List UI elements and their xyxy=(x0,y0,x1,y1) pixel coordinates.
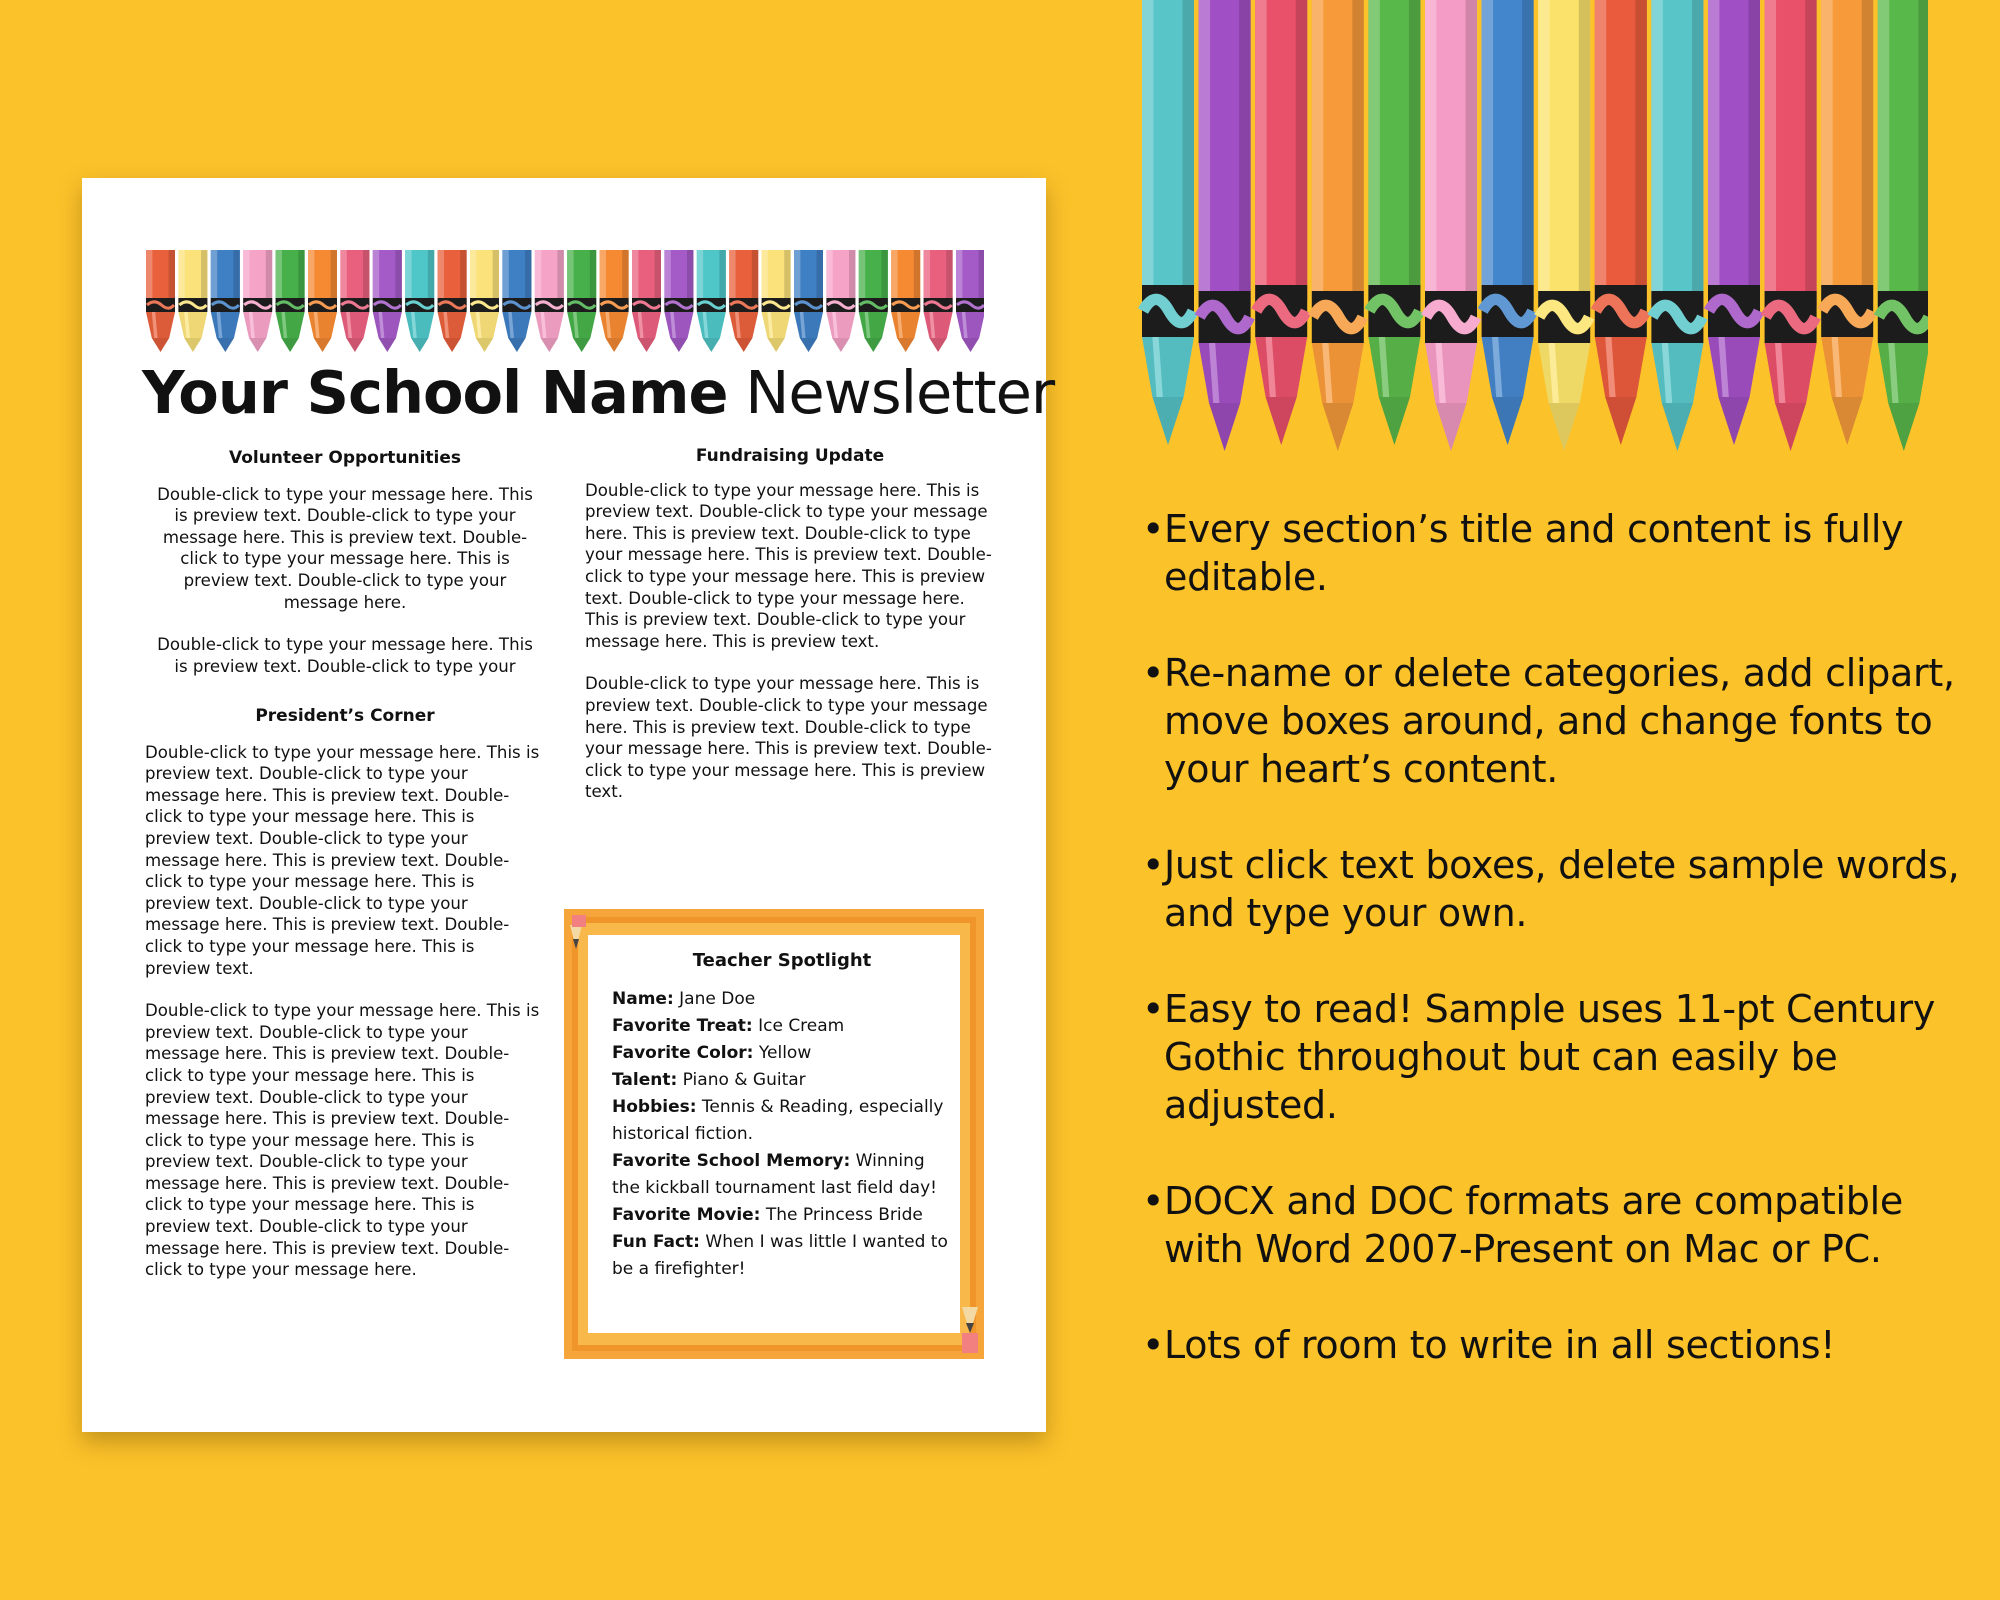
crayon-icon xyxy=(600,250,629,352)
crayon-icon xyxy=(211,250,240,352)
crayon-icon xyxy=(729,250,758,352)
fundraising-paragraph: Double-click to type your message here. This is preview text. Double-click to type your message here. This is preview text. Double-click to type your message here. This is preview text. Double-click to type your message here. This is preview text. Double-click to type your message here. This is preview text. Double-click to type your message here. This is preview text. xyxy=(585,480,992,651)
teacher-spotlight-box[interactable] xyxy=(564,909,984,1359)
feature-item: • DOCX and DOC formats are compatible with Word 2007-Present on Mac or PC. xyxy=(1142,1179,1903,1271)
crayon-icon xyxy=(178,250,207,352)
crayon-icon xyxy=(664,250,693,352)
crayon-icon xyxy=(632,250,661,352)
crayon-icon xyxy=(1142,0,1194,445)
crayon-icon xyxy=(405,250,434,352)
volunteer-paragraph: Double-click to type your message here. This is preview text. Double-click to type your message here. This is preview text. Double-click to type your message here. This is preview text. Double-click to type your message here. xyxy=(157,484,533,612)
newsletter-title[interactable] xyxy=(142,358,1055,429)
crayon-icon xyxy=(1651,0,1703,451)
feature-item: • Every section’s title and content is fully editable. xyxy=(1142,507,1904,599)
crayon-icon xyxy=(1708,0,1760,445)
crayon-icon xyxy=(373,250,402,352)
fundraising-section[interactable] xyxy=(585,446,995,824)
feature-item: • Easy to read! Sample uses 11-pt Century Gothic throughout but can easily be adjusted. xyxy=(1142,987,1936,1127)
fundraising-heading: Fundraising Update xyxy=(695,446,885,466)
crayon-icon xyxy=(470,250,499,352)
spotlight-fun-fact: Fun Fact: When I was little I wanted to be a firefighter! xyxy=(612,1232,948,1279)
crayon-icon xyxy=(1255,0,1307,445)
spotlight-movie: Favorite Movie: The Princess Bride xyxy=(612,1205,923,1225)
feature-item: • Re-name or delete categories, add clipart, move boxes around, and change fonts to your heart’s content. xyxy=(1142,651,1955,791)
spotlight-name: Name: Jane Doe xyxy=(612,989,756,1009)
bullet-icon: • xyxy=(1142,507,1165,551)
crayon-icon xyxy=(1312,0,1364,451)
volunteer-paragraph: Double-click to type your message here. This is preview text. Double-click to type your xyxy=(157,635,533,676)
spotlight-memory: Favorite School Memory: Winning the kickball tournament last field day! xyxy=(612,1151,937,1198)
volunteer-section[interactable] xyxy=(145,448,545,691)
crayon-icon xyxy=(340,250,369,352)
spotlight-talent: Talent: Piano & Guitar xyxy=(612,1070,806,1090)
crayon-icon xyxy=(1368,0,1420,445)
crayon-icon xyxy=(697,250,726,352)
fundraising-paragraph: Double-click to type your message here. This is preview text. Double-click to type your message here. This is preview text. Double-click to type your message here. This is preview text. Double-click to type your message here. This is preview text. xyxy=(585,674,992,802)
crayon-icon xyxy=(1538,0,1590,451)
crayon-icon xyxy=(535,250,564,352)
crayon-icon xyxy=(567,250,596,352)
spotlight-content xyxy=(612,947,952,1283)
crayon-icon xyxy=(1199,0,1251,451)
crayon-icon xyxy=(924,250,953,352)
bullet-icon: • xyxy=(1142,651,1165,695)
spotlight-heading: Teacher Spotlight xyxy=(692,950,872,971)
bullet-icon: • xyxy=(1142,1179,1165,1223)
crayon-icon xyxy=(762,250,791,352)
president-paragraph: Double-click to type your message here. This is preview text. Double-click to type your message here. This is preview text. Double-click to type your message here. This is preview text. Double-click to type your message here. This is preview text. Double-click to type your message here. This is preview text. Double-click to type your message here. This is preview text. Double-click to type your message here. This is preview text. Double-click to type your message here. This is preview text. Double-click to type your message here. xyxy=(145,1001,540,1280)
feature-item: • Just click text boxes, delete sample words, and type your own. xyxy=(1142,843,1960,935)
title-newsletter-word: Newsletter xyxy=(745,358,1055,427)
crayon-icon xyxy=(502,250,531,352)
feature-list xyxy=(1142,505,1962,1417)
crayon-icon xyxy=(1482,0,1534,445)
president-paragraph: Double-click to type your message here. This is preview text. Double-click to type your message here. This is preview text. Double-click to type your message here. This is preview text. Double-click to type your message here. This is preview text. Double-click to type your message here. This is preview text. Double-click to type your message here. This is preview text. Double-click to type your message here. This is preview text. xyxy=(145,742,540,978)
crayon-icon xyxy=(243,250,272,352)
crayon-header-illustration xyxy=(146,250,984,353)
crayon-icon xyxy=(276,250,305,352)
crayon-icon xyxy=(956,250,984,352)
president-section[interactable] xyxy=(145,706,545,1302)
spotlight-color: Favorite Color: Yellow xyxy=(612,1043,812,1063)
crayon-icon xyxy=(1595,0,1647,445)
spotlight-hobbies: Hobbies: Tennis & Reading, especially historical fiction. xyxy=(612,1097,944,1144)
spotlight-treat: Favorite Treat: Ice Cream xyxy=(612,1016,845,1036)
big-crayons-illustration xyxy=(1138,0,1928,460)
president-heading: President’s Corner xyxy=(255,706,435,726)
feature-item: • Lots of room to write in all sections! xyxy=(1142,1323,1836,1367)
bullet-icon: • xyxy=(1142,843,1165,887)
crayon-icon xyxy=(1878,0,1928,451)
newsletter-page xyxy=(82,178,1055,1432)
title-school-name: Your School Name xyxy=(142,358,728,427)
crayon-icon xyxy=(859,250,888,352)
volunteer-heading: Volunteer Opportunities xyxy=(228,448,462,468)
crayon-icon xyxy=(146,250,175,352)
crayon-icon xyxy=(826,250,855,352)
right-column xyxy=(585,446,995,824)
bullet-icon: • xyxy=(1142,987,1165,1031)
left-column xyxy=(145,448,545,1302)
crayon-icon xyxy=(438,250,467,352)
crayon-icon xyxy=(308,250,337,352)
crayon-icon xyxy=(891,250,920,352)
bullet-icon: • xyxy=(1142,1323,1165,1367)
crayon-icon xyxy=(1765,0,1817,451)
crayon-icon xyxy=(794,250,823,352)
crayon-icon xyxy=(1425,0,1477,451)
crayon-icon xyxy=(1821,0,1873,445)
